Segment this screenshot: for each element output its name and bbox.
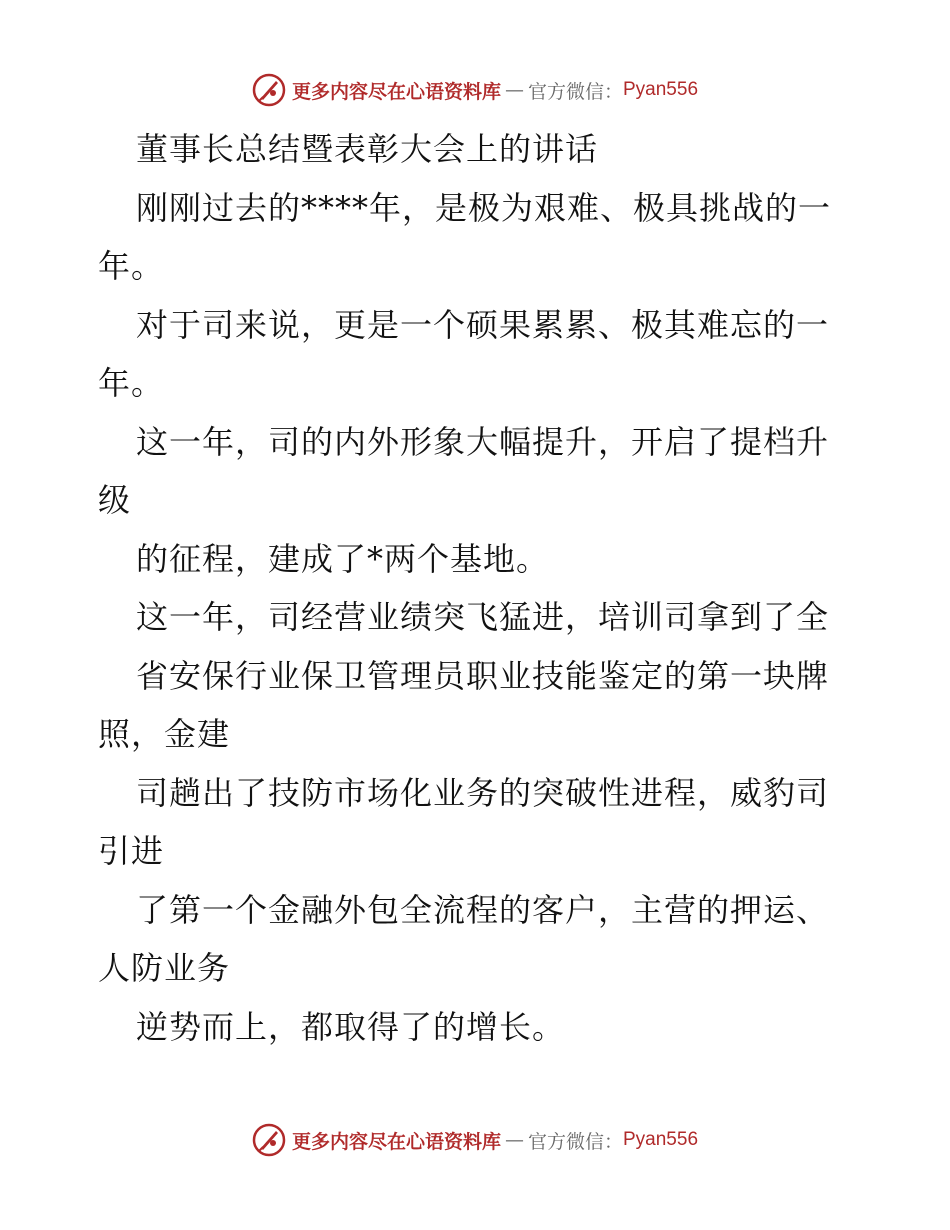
- quill-logo-icon: [252, 73, 286, 107]
- document-title: 董事长总结暨表彰大会上的讲话: [136, 130, 599, 168]
- quill-logo-icon: [252, 1123, 286, 1157]
- text-line: 刚刚过去的****年，是极为艰难、极具挑战的一: [136, 188, 832, 227]
- watermark-handle: Pyan556: [623, 1129, 699, 1150]
- watermark-separator: —: [504, 1129, 524, 1151]
- watermark-label: 官方微信：: [527, 80, 623, 103]
- header-watermark: [0, 70, 950, 110]
- watermark-separator: —: [504, 79, 524, 101]
- text-line: 照，金建: [98, 715, 231, 753]
- text-line: 这一年，司经营业绩突飞猛进，培训司拿到了全: [136, 598, 830, 636]
- text-line: 了第一个金融外包全流程的客户，主营的押运、: [136, 890, 830, 929]
- watermark-main-text: 更多内容尽在心语资料库: [291, 1130, 501, 1153]
- text-line: 司趟出了技防市场化业务的突破性进程，威豹司: [136, 773, 830, 812]
- text-line: 人防业务: [98, 949, 231, 987]
- watermark-label: 官方微信：: [527, 1130, 623, 1153]
- text-line: 的征程，建成了*两个基地。: [136, 539, 550, 578]
- text-line: 这一年，司的内外形象大幅提升，开启了提档升: [136, 422, 830, 461]
- document-body: [98, 120, 858, 1056]
- text-line: 对于司来说，更是一个硕果累累、极其难忘的一: [136, 305, 830, 344]
- text-line: 逆势而上，都取得了的增长。: [136, 1007, 566, 1046]
- text-line: 年。: [98, 364, 165, 402]
- watermark-handle: Pyan556: [623, 79, 699, 100]
- text-line: 级: [98, 481, 132, 519]
- text-line: 引进: [98, 832, 165, 870]
- watermark-main-text: 更多内容尽在心语资料库: [291, 80, 501, 103]
- text-line: 年。: [98, 247, 165, 285]
- footer-watermark: [0, 1120, 950, 1160]
- text-line: 省安保行业保卫管理员职业技能鉴定的第一块牌: [136, 656, 830, 695]
